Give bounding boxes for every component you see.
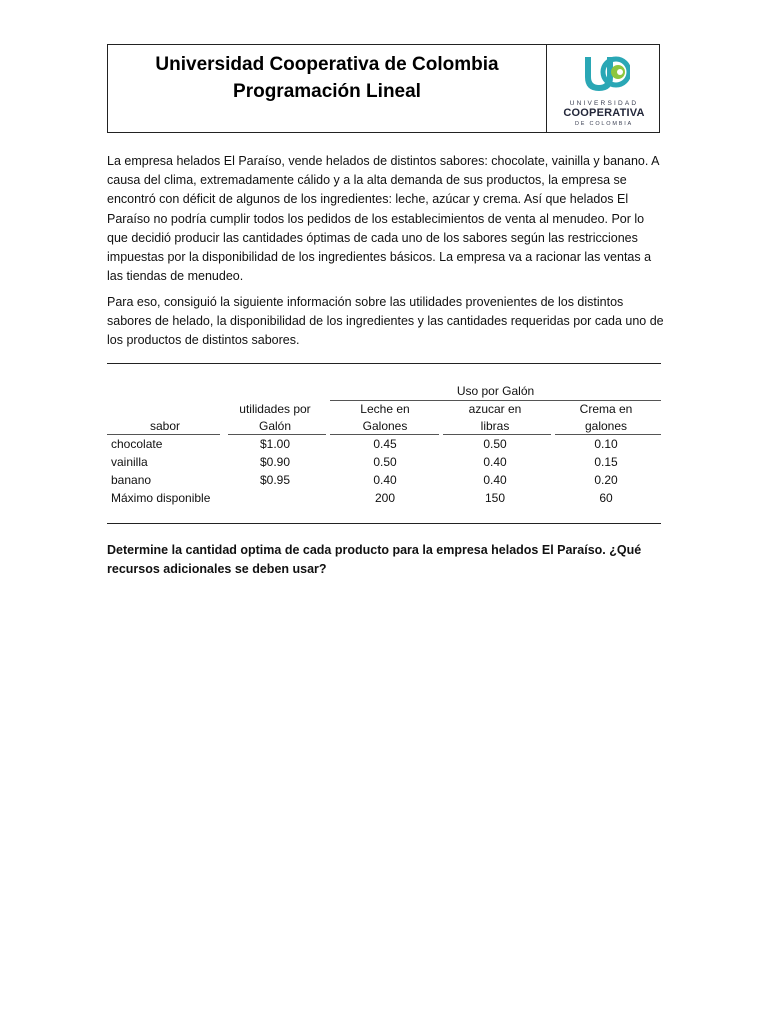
cell-crema: 0.20 xyxy=(594,473,618,487)
header-utilidades-1: utilidades por xyxy=(239,402,311,416)
logo-text-main: COOPERATIVA xyxy=(563,107,645,119)
cell-crema: 60 xyxy=(599,491,613,505)
header-crema-2: galones xyxy=(584,419,628,433)
university-logo xyxy=(554,51,654,129)
cell-crema: 0.10 xyxy=(594,437,618,451)
cell-sabor: Máximo disponible xyxy=(111,491,211,505)
cell-leche: 0.40 xyxy=(373,473,397,487)
cell-utilidad: $1.00 xyxy=(259,437,291,451)
header-azucar-1: azucar en xyxy=(468,402,522,416)
cell-utilidad: $0.90 xyxy=(259,455,291,469)
cell-leche: 0.50 xyxy=(373,455,397,469)
header-underline-leche xyxy=(330,434,439,435)
university-name: Universidad Cooperativa de Colombia xyxy=(155,54,499,75)
header-utilidades-2: Galón xyxy=(258,419,292,433)
intro-paragraph: La empresa helados El Paraíso, vende helados de distintos sabores: chocolate, vainilla y banano. A causa del clima, extremadamente cálido y a la alta demanda de sus productos, la empresa se encontró con déficit de algunos de los ingredientes: leche, azúcar y crema. Así que helados El Paraíso no podría cumplir todos los pedidos de los establecimientos de venta al menudeo. Por lo que decidió producir las cantidades óptimas de cada uno de los sabores según las restricciones impuestas por la disponibilidad de los ingredientes básicos. La empresa va a racionar las ventas a las tiendas de menudeo. xyxy=(107,154,659,284)
header-divider xyxy=(546,45,547,132)
cell-sabor: chocolate xyxy=(111,437,163,451)
header-azucar-2: libras xyxy=(480,419,510,433)
header-crema-1: Crema en xyxy=(579,402,633,416)
cell-azucar: 0.40 xyxy=(483,455,507,469)
header-underline-sabor xyxy=(107,434,220,435)
document-header xyxy=(107,44,660,133)
logo-text-bottom: DE COLOMBIA xyxy=(574,121,633,127)
table-bottom-rule xyxy=(107,523,661,524)
cell-sabor: banano xyxy=(111,473,152,487)
cell-sabor: vainilla xyxy=(111,455,148,469)
cell-azucar: 0.50 xyxy=(483,437,507,451)
header-underline-azucar xyxy=(443,434,551,435)
header-title xyxy=(108,51,546,105)
cell-leche: 200 xyxy=(374,491,396,505)
cell-azucar: 150 xyxy=(484,491,506,505)
logo-text-top: UNIVERSIDAD xyxy=(569,100,639,107)
course-name: Programación Lineal xyxy=(233,81,421,102)
header-leche-2: Galones xyxy=(362,419,408,433)
header-sabor: sabor xyxy=(149,419,181,433)
cell-azucar: 0.40 xyxy=(483,473,507,487)
question-paragraph: Determine la cantidad optima de cada producto para la empresa helados El Paraíso. ¿Qué recursos adicionales se deben usar? xyxy=(107,543,642,577)
cell-utilidad: $0.95 xyxy=(259,473,291,487)
header-underline-utilidades xyxy=(228,434,326,435)
group-header: Uso por Galón xyxy=(456,384,535,398)
cell-crema: 0.15 xyxy=(594,455,618,469)
cell-leche: 0.45 xyxy=(373,437,397,451)
table-top-rule xyxy=(107,363,661,364)
header-leche-1: Leche en xyxy=(360,402,410,416)
uc-logo-icon xyxy=(582,55,630,95)
info-paragraph: Para eso, consiguió la siguiente información sobre las utilidades provenientes de los distintos sabores de helado, la disponibilidad de los ingredientes y las cantidades requeridas por cada uno de los productos de distintos sabores. xyxy=(107,295,664,348)
header-underline-crema xyxy=(555,434,661,435)
